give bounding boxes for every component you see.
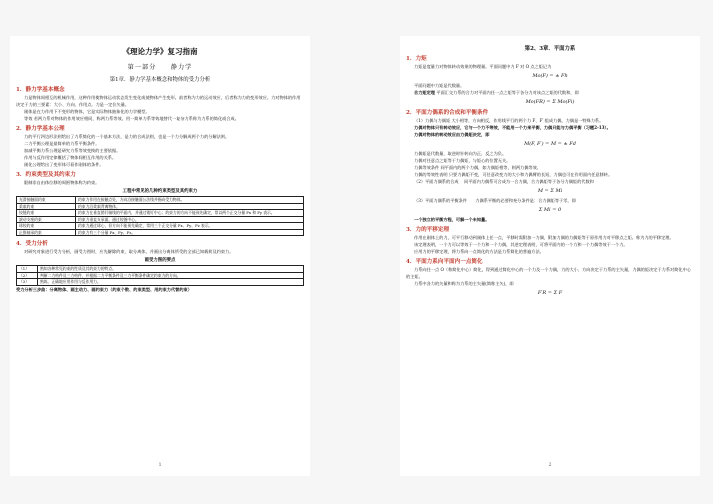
paragraph: 该定理表明，一个力可以等效于一个力和一个力偶，其逆定理表明，可将平面内的一个力和一个力偶等效于一个力。: [414, 242, 628, 247]
paragraph: 力系中各力的矢量和称为力系的主矢量(简称主矢)，即: [414, 281, 514, 286]
equation: Mo(FR) = Σ Mo(Fi): [525, 99, 575, 105]
table-cell: 约束力在垂直销钉轴线的平面内，并通过销钉中心；约束力的方向不能预先确定，常以两个正交分量 Fx 和 Fy 表示。: [76, 210, 304, 217]
paragraph: 力是物体间相互的机械作用，这种作用使物体运动状态发生变化或使物体产生变形。前者称为力的运动效应，后者称为力的变形效应。力对物体的作用决定于力的三要素：大小、方向、作用点。力是一定位矢量。: [16, 95, 301, 107]
table-cell: 约束力作用在接触点处，方向沿接触面公法线并指向受力物体。: [76, 197, 304, 204]
table-cell: 熟练、正确地应用作用与反作用力。: [38, 279, 304, 286]
equation: Σ Mi = 0: [538, 207, 562, 213]
paragraph: 对研究对象进行受力分析，画受力图时，应先解除约束，取分离体，并画出分离体所受的全部已知载荷及约束力。: [24, 249, 234, 254]
paragraph: （3）平面力偶系的平衡条件 力偶系平衡的必要和充分条件是：合力偶矩等于零，即: [414, 198, 576, 203]
paragraph: [400, 89, 700, 96]
table-cell: 熟知各种常见约束的性质及其约束力的特点。: [38, 266, 304, 273]
document-title: 《理论力学》复习指南: [122, 47, 198, 56]
term: 合力矩定理: [414, 90, 435, 95]
paragraph: （2）平面力偶系的合成 同平面内力偶系可合成为一合力偶，合力偶矩等于各分力偶矩的代数和: [414, 179, 594, 184]
summary-line: 受力分析三步曲：分离物体、画主动力、画约束力（约束个数、约束类型、用约束力代替约束）: [16, 286, 192, 292]
chapter-heading: 第2、3章．平面力系: [524, 46, 576, 52]
equation: Mo(F) = ± Fh: [532, 73, 568, 79]
free-body-table: [16, 265, 304, 286]
paragraph: 应用力的平移定理，将力系向一点简化的方法是力系简化的普遍方法。: [414, 249, 544, 254]
paragraph: 作用在刚体上的力，可平行移动到刚体上任一点，平移时需附加一力偶，附加力偶的力偶矩等于原作用力对平移点之矩。称为力的平移定理。: [414, 235, 674, 240]
chapter-heading: 第1章．静力学基本概念和物体的受力分析: [109, 77, 211, 83]
list-item: 力偶对任意点之矩等于力偶矩，与矩心的位置无关。: [414, 158, 511, 163]
table-cell: 约束力垂直支承面，通过铰链中心。: [76, 216, 304, 223]
paragraph: 力偶对物体的转动效应由力偶矩决定，即: [414, 132, 490, 137]
table-cell: 止推轴承约束: [17, 229, 76, 236]
table-title: 画受力图的要点: [144, 258, 176, 263]
section-heading: 4．受力分析: [16, 241, 48, 247]
section-heading: 3．力的平移定理: [406, 227, 450, 233]
table-cell: （1）: [17, 266, 38, 273]
table-row: [17, 229, 304, 236]
page-number: 2: [548, 463, 552, 468]
paragraph: （1）力偶与力偶矩 大小相等，方向相反，作用线平行的两个力 F、F′ 组成力偶，力偶是一特殊力系。: [414, 118, 604, 123]
table-cell: 光滑接触面约束: [17, 197, 76, 204]
paragraph: 限制非自由体位移的周围物体称为约束。: [24, 180, 100, 185]
page-number: 1: [158, 463, 162, 468]
section-heading: 1．力矩: [406, 56, 427, 62]
constraint-table: [16, 196, 304, 236]
paragraph-text: 平面汇交力系的合力对平面内任一点之矩等于各分力对该点之矩的代数和，即: [434, 90, 579, 95]
paragraph: 力系向任一点 O（称简化中心）简化，得到通过简化中心的一个力及一个力偶，力的大小、方向决定于力系的主矢量，力偶的矩决定于力系对简化中心的主矩。: [406, 267, 691, 279]
paragraph: 力偶矩是代数量，取逆时针转向为正，反之为负。: [414, 151, 507, 156]
list-item: 刚化公理给出了变形体可看作刚体的条件。: [24, 162, 104, 167]
table-cell: （2）: [17, 272, 38, 279]
table-cell: 约束力沿柔索背离物体。: [76, 203, 304, 210]
paragraph: 力偶对物体只有转动效应，它与一个力不等效，不能用一个力来平衡，力偶只能与力偶平衡（习题2-13）。: [414, 125, 611, 130]
page-2: [400, 36, 700, 476]
list-item: 力偶的等效性表明 只要力偶矩不变，可任意改变力的大小和力偶臂的长短，力偶也可在作用面内任意移转。: [414, 172, 613, 177]
page-1: [10, 36, 310, 476]
paragraph: 平面问题中力矩是代数量。: [414, 83, 465, 88]
equation: F′R = Σ F: [537, 290, 563, 296]
list-item: 力的平行四边形法则给出了力系简化的一个基本方法，是力的合成法则，也是一个力分解成两个力的分解法则。: [24, 134, 230, 139]
paragraph: 等效 若两力系对物体的作用效应相同，称两力系等效。用一简单力系等效地替代一复杂力系称为力系的简化或合成。: [24, 116, 239, 121]
list-item: 作用与反作用定律概括了物体间相互作用的关系。: [24, 155, 117, 160]
paragraph: 刚体是在力作用下不变形的物体，它是实际物体抽象化的力学模型。: [24, 109, 150, 114]
table-cell: 铰链约束: [17, 210, 76, 217]
paragraph: 一个独立的平衡方程，可解一个未知量。: [414, 217, 490, 222]
equation: M = Σ Mi: [537, 188, 563, 194]
table-cell: 判断二力构件及三力构件，并根据二力平衡条件及三力平衡条件确定约束力的方向。: [38, 272, 304, 279]
table-cell: 约束力通过球心，但方向不能预先确定，常用三个正交分量 Fx、Fy、Fz 表示。: [76, 223, 304, 230]
section-heading: 3．约束类型及其约束力: [16, 172, 76, 178]
list-item: 加减平衡力系公理是研究力系等效变换的主要依据。: [24, 148, 121, 153]
table-row: [17, 279, 304, 286]
section-heading: 2．平面力偶系的合成和平衡条件: [406, 110, 489, 116]
paragraph: 力矩是度量力对物体转动效果的物理量。平面问题中力 F 对 O 点之矩记为: [414, 64, 552, 69]
section-heading: 1．静力学基本概念: [16, 87, 65, 93]
section-heading: 2．静力学基本公理: [16, 126, 65, 132]
section-heading: 4．平面力系向平面内一点简化: [406, 259, 483, 265]
table-title: 工程中常见的几种约束类型及其约束力: [122, 189, 198, 194]
part-heading: 第一部分 静力学: [127, 64, 193, 71]
equation: M(F, F′) = M = ± Fd: [524, 141, 576, 147]
table-cell: 球铰约束: [17, 223, 76, 230]
table-cell: 约束力有三个分量 Fx、Fy、Fz。: [76, 229, 304, 236]
list-item: 二力平衡公理是最简单的力系平衡条件。: [24, 141, 100, 146]
table-cell: 滚动支座约束: [17, 216, 76, 223]
table-cell: 柔索约束: [17, 203, 76, 210]
table-cell: （3）: [17, 279, 38, 286]
list-item: 力偶等效条件 同平面内的两个力偶，如力偶矩相等，则两力偶等效。: [414, 165, 541, 170]
